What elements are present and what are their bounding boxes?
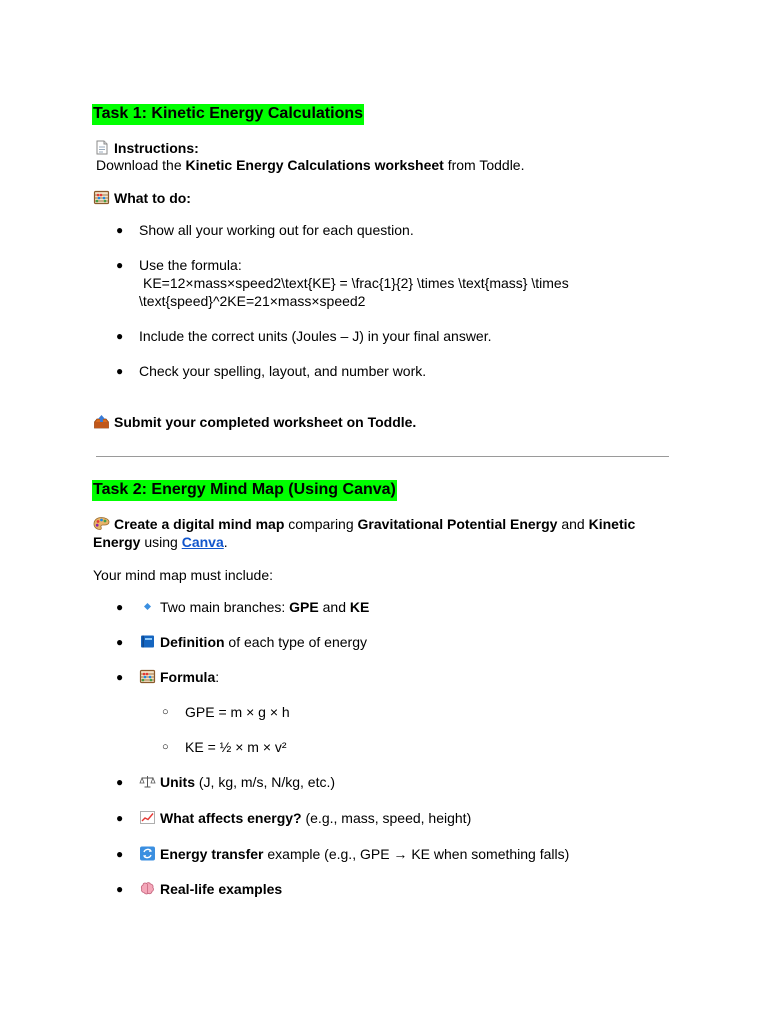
download-prefix: Download the	[96, 157, 186, 173]
formula-colon: :	[215, 669, 220, 685]
bullet-marker: ●	[116, 847, 124, 861]
bullet-marker: ●	[116, 258, 124, 272]
abacus-icon	[93, 190, 110, 205]
branches-ke: KE	[349, 599, 370, 615]
blue-diamond-icon	[139, 599, 156, 614]
formula-text-line1: KE=12×mass×speed2\text{KE} = \frac{1}{2} \times \text{mass} \times	[143, 275, 569, 291]
arrows-cycle-icon	[139, 846, 156, 861]
list-item-units	[139, 773, 335, 791]
brain-icon	[139, 881, 156, 896]
list-item-affects	[139, 809, 471, 827]
outbox-tray-icon	[93, 414, 110, 429]
intro-using: using	[140, 534, 182, 550]
formula-bold: Formula	[160, 669, 216, 685]
bullet-marker: ●	[116, 364, 124, 378]
intro-bold-mind-map: Create a digital mind map	[114, 516, 285, 532]
bullet-marker: ●	[116, 329, 124, 343]
list-item-formula	[139, 668, 219, 686]
definition-rest: of each type of energy	[224, 634, 367, 650]
branches-gpe: GPE	[289, 599, 319, 615]
abacus-icon	[139, 669, 156, 684]
what-to-do-row	[93, 189, 191, 207]
art-palette-icon	[93, 516, 110, 531]
blue-book-icon	[139, 634, 156, 649]
intro-bold-energy: Energy	[93, 534, 141, 550]
download-suffix: from Toddle.	[443, 157, 525, 173]
list-item-definition	[139, 633, 367, 651]
bullet-marker: ●	[116, 600, 124, 614]
bullet-marker: ●	[116, 223, 124, 237]
list-item-transfer	[139, 845, 569, 863]
submit-text: Submit your completed worksheet on Toddle.	[114, 414, 417, 430]
canva-link[interactable]: Canva	[181, 534, 224, 550]
intro-line1	[93, 515, 635, 533]
list-item-real-life	[139, 880, 282, 898]
intro-and: and	[557, 516, 589, 532]
section-divider	[96, 456, 669, 457]
bullet-marker: ●	[116, 670, 124, 684]
definition-bold: Definition	[160, 634, 225, 650]
intro-bold-kinetic: Kinetic	[588, 516, 636, 532]
bullet-marker: ●	[116, 811, 124, 825]
intro-comparing: comparing	[284, 516, 358, 532]
list-item-units: Include the correct units (Joules – J) in your final answer.	[139, 328, 492, 344]
formula-ke: KE = ½ × m × v²	[185, 739, 287, 755]
list-item-use-formula: Use the formula:	[139, 257, 242, 273]
must-include-text: Your mind map must include:	[93, 567, 274, 583]
instructions-label-row	[93, 139, 199, 157]
units-rest: (J, kg, m/s, N/kg, etc.)	[195, 774, 336, 790]
bullet-marker: ●	[116, 635, 124, 649]
units-bold: Units	[160, 774, 195, 790]
formula-text-line2: \text{speed}^2KE=21×mass×speed2	[139, 293, 366, 309]
affects-rest: (e.g., mass, speed, height)	[301, 810, 472, 826]
intro-bold-gpe: Gravitational Potential Energy	[357, 516, 558, 532]
task2-heading: Task 2: Energy Mind Map (Using Canva)	[92, 480, 397, 501]
sub-bullet-marker: ○	[162, 706, 169, 718]
sub-bullet-marker: ○	[162, 741, 169, 753]
list-item-check: Check your spelling, layout, and number work.	[139, 363, 427, 379]
instructions-label: Instructions:	[114, 140, 199, 156]
page-icon	[93, 140, 110, 155]
bullet-marker: ●	[116, 775, 124, 789]
branches-prefix: Two main branches:	[160, 599, 290, 615]
bullet-marker: ●	[116, 882, 124, 896]
transfer-bold: Energy transfer	[160, 846, 264, 862]
branches-and: and	[318, 599, 350, 615]
intro-period: .	[223, 534, 228, 550]
worksheet-name: Kinetic Energy Calculations worksheet	[185, 157, 444, 173]
task1-heading: Task 1: Kinetic Energy Calculations	[92, 104, 364, 125]
balance-scale-icon	[139, 774, 156, 789]
list-item-working-out: Show all your working out for each question.	[139, 222, 414, 238]
chart-increasing-icon	[139, 810, 156, 825]
affects-bold: What affects energy?	[160, 810, 302, 826]
formula-gpe: GPE = m × g × h	[185, 704, 290, 720]
download-line	[96, 156, 524, 174]
submit-row	[93, 413, 416, 431]
what-to-do-label: What to do:	[114, 190, 191, 206]
list-item-branches	[139, 598, 369, 616]
intro-line2	[93, 533, 228, 551]
real-life-bold: Real-life examples	[160, 881, 283, 897]
transfer-rest: example (e.g., GPE → KE when something falls)	[263, 846, 570, 862]
